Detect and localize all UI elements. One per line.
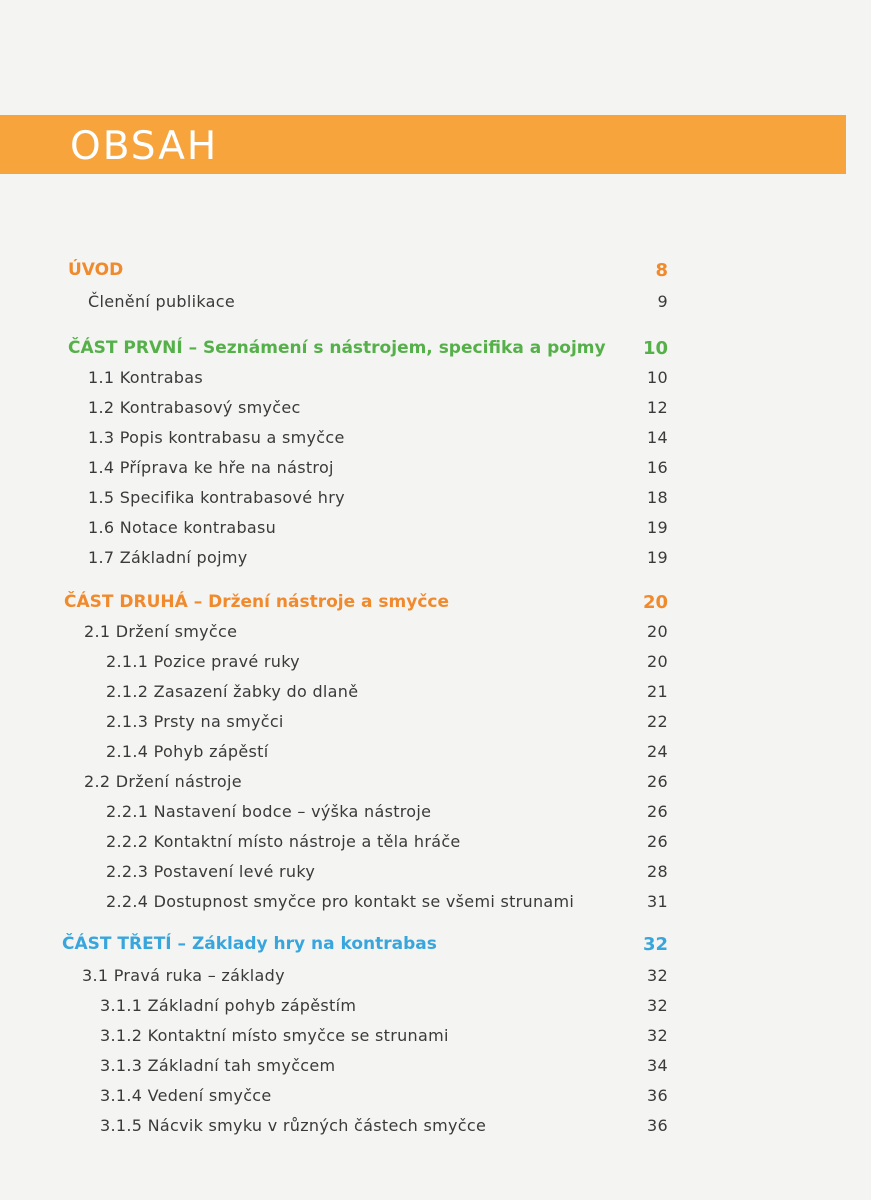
toc-label: 1.1 Kontrabas <box>88 368 204 387</box>
toc-label: 3.1.1 Základní pohyb zápěstím <box>100 996 357 1015</box>
toc-page: 32 <box>647 996 668 1015</box>
toc-page: 20 <box>647 652 668 671</box>
toc-label: 1.5 Specifika kontrabasové hry <box>88 488 345 507</box>
toc-page: 26 <box>647 832 668 851</box>
toc-page: 20 <box>647 622 668 641</box>
toc-label: 2.1 Držení smyčce <box>84 622 238 641</box>
toc-page: 36 <box>647 1086 668 1105</box>
toc-page: 36 <box>647 1116 668 1135</box>
toc-label: ČÁST TŘETÍ – Základy hry na kontrabas <box>62 934 437 954</box>
toc-label: 2.2 Držení nástroje <box>84 772 242 791</box>
toc-label: ČÁST DRUHÁ – Držení nástroje a smyčce <box>64 592 450 612</box>
toc-page: 34 <box>647 1056 668 1075</box>
toc-label: 2.1.4 Pohyb zápěstí <box>106 742 269 761</box>
toc-page: 10 <box>642 338 668 359</box>
toc-label: 3.1.2 Kontaktní místo smyčce se strunami <box>100 1026 449 1045</box>
toc-page: 31 <box>647 892 668 911</box>
toc-page: 19 <box>647 548 668 567</box>
toc-label: ÚVOD <box>68 260 124 280</box>
toc-label: 3.1.4 Vedení smyčce <box>100 1086 272 1105</box>
toc-page: 19 <box>647 518 668 537</box>
title-banner <box>0 115 846 174</box>
toc-page: 8 <box>655 260 668 281</box>
toc-label: 2.1.1 Pozice pravé ruky <box>106 652 300 671</box>
toc-label: 2.2.3 Postavení levé ruky <box>106 862 316 881</box>
toc-page: 32 <box>642 934 668 955</box>
toc-label: Členění publikace <box>88 292 235 311</box>
toc-page: 28 <box>647 862 668 881</box>
toc-page: 26 <box>647 802 668 821</box>
toc-page: 24 <box>647 742 668 761</box>
toc-label: 2.2.2 Kontaktní místo nástroje a těla hráče <box>106 832 461 851</box>
toc-page: 10 <box>647 368 668 387</box>
toc-label: 2.1.2 Zasazení žabky do dlaně <box>106 682 359 701</box>
toc-label: 2.2.1 Nastavení bodce – výška nástroje <box>106 802 432 821</box>
toc-label: 3.1.5 Nácvik smyku v různých částech smyčce <box>100 1116 487 1135</box>
toc-label: 1.6 Notace kontrabasu <box>88 518 277 537</box>
toc-page: 16 <box>647 458 668 477</box>
toc-page: 26 <box>647 772 668 791</box>
toc-label: 2.1.3 Prsty na smyčci <box>106 712 284 731</box>
toc-label: 3.1 Pravá ruka – základy <box>82 966 285 985</box>
toc-label: 1.2 Kontrabasový smyčec <box>88 398 301 417</box>
toc-label: 3.1.3 Základní tah smyčcem <box>100 1056 336 1075</box>
toc-label: 1.4 Příprava ke hře na nástroj <box>88 458 334 477</box>
toc-page: 14 <box>647 428 668 447</box>
toc-page: 21 <box>647 682 668 701</box>
page-title: OBSAH <box>70 124 219 169</box>
toc-page: 22 <box>647 712 668 731</box>
toc-label: 1.3 Popis kontrabasu a smyčce <box>88 428 345 447</box>
toc-page: 32 <box>647 1026 668 1045</box>
toc-page: 9 <box>657 292 668 311</box>
toc-label: ČÁST PRVNÍ – Seznámení s nástrojem, specifika a pojmy <box>68 338 606 358</box>
toc-page: 12 <box>647 398 668 417</box>
toc-label: 2.2.4 Dostupnost smyčce pro kontakt se všemi strunami <box>106 892 575 911</box>
toc-page: 18 <box>647 488 668 507</box>
toc-page: 32 <box>647 966 668 985</box>
toc-page: 20 <box>642 592 668 613</box>
toc-label: 1.7 Základní pojmy <box>88 548 248 567</box>
